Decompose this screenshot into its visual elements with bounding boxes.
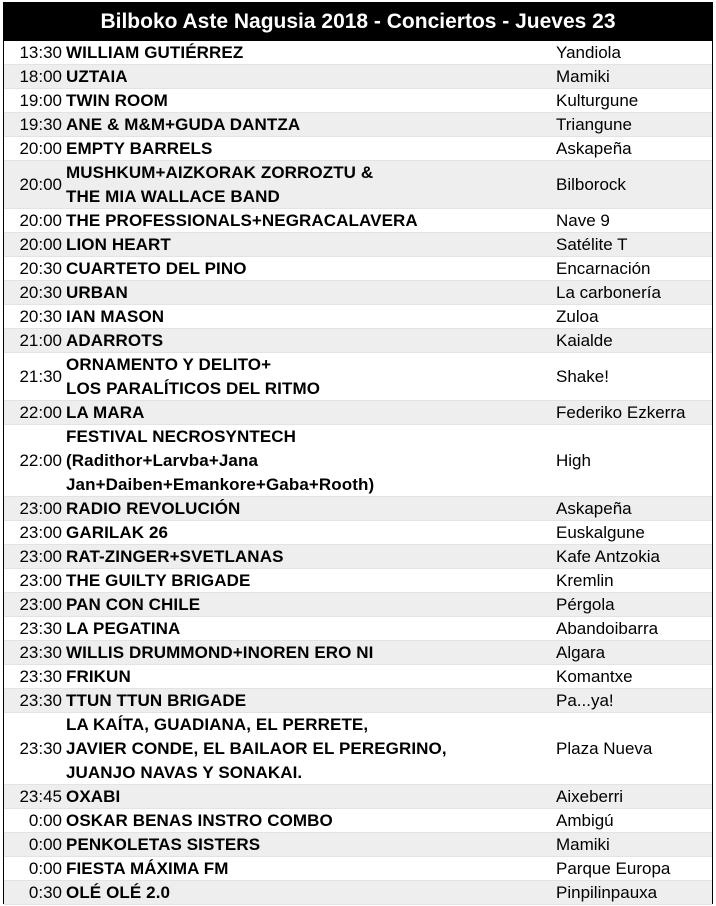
concert-time: 23:30 bbox=[19, 618, 62, 638]
artist-line: Jan+Daiben+Emankore+Gaba+Rooth) bbox=[66, 474, 375, 494]
artist-line: TTUN TTUN BRIGADE bbox=[66, 690, 247, 710]
concert-venue: Kaialde bbox=[556, 330, 613, 350]
schedule-row bbox=[4, 857, 712, 881]
artist-line: TWIN ROOM bbox=[66, 90, 168, 110]
concert-time: 20:30 bbox=[19, 258, 62, 278]
concert-time: 23:30 bbox=[19, 666, 62, 686]
concert-artist bbox=[62, 857, 556, 881]
schedule-row bbox=[4, 497, 712, 521]
concert-artist bbox=[62, 353, 556, 401]
artist-line: PENKOLETAS SISTERS bbox=[66, 834, 261, 854]
artist-line: THE MIA WALLACE BAND bbox=[66, 186, 280, 206]
schedule-row bbox=[4, 425, 712, 497]
concert-artist bbox=[62, 569, 556, 593]
concert-time: 23:00 bbox=[19, 594, 62, 614]
concert-time: 23:00 bbox=[19, 546, 62, 566]
concert-artist bbox=[62, 161, 556, 209]
schedule-row bbox=[4, 833, 712, 857]
concert-time: 20:00 bbox=[19, 174, 62, 194]
concert-time: 20:00 bbox=[19, 138, 62, 158]
concert-time: 19:00 bbox=[19, 90, 62, 110]
schedule-row bbox=[4, 233, 712, 257]
concert-venue: Pa...ya! bbox=[556, 690, 614, 710]
artist-line: WILLIAM GUTIÉRREZ bbox=[66, 42, 244, 62]
schedule-row bbox=[4, 569, 712, 593]
concert-time: 0:30 bbox=[28, 882, 62, 902]
concert-artist bbox=[62, 281, 556, 305]
concert-venue: Kremlin bbox=[556, 570, 614, 590]
concert-artist bbox=[62, 785, 556, 809]
schedule-row bbox=[4, 521, 712, 545]
artist-line: THE GUILTY BRIGADE bbox=[66, 570, 251, 590]
concert-venue: Komantxe bbox=[556, 666, 633, 686]
schedule-row bbox=[4, 689, 712, 713]
concert-time: 22:00 bbox=[19, 402, 62, 422]
artist-line: LA PEGATINA bbox=[66, 618, 181, 638]
schedule-row bbox=[4, 305, 712, 329]
concert-venue: Bilborock bbox=[556, 174, 626, 194]
concert-venue: Kafe Antzokia bbox=[556, 546, 660, 566]
schedule-title: Bilboko Aste Nagusia 2018 - Conciertos - Jueves 23 bbox=[4, 3, 712, 41]
concert-artist bbox=[62, 41, 556, 65]
concert-artist bbox=[62, 521, 556, 545]
concert-artist bbox=[62, 665, 556, 689]
concert-artist bbox=[62, 809, 556, 833]
concert-time: 21:00 bbox=[19, 330, 62, 350]
schedule-row bbox=[4, 665, 712, 689]
schedule-row bbox=[4, 41, 712, 65]
concert-artist bbox=[62, 689, 556, 713]
schedule-row bbox=[4, 209, 712, 233]
artist-line: FESTIVAL NECROSYNTECH bbox=[66, 426, 297, 446]
schedule-row bbox=[4, 281, 712, 305]
concert-venue: Mamiki bbox=[556, 66, 610, 86]
schedule-row bbox=[4, 257, 712, 281]
schedule-row bbox=[4, 617, 712, 641]
concert-time: 22:00 bbox=[19, 450, 62, 470]
concert-time: 20:30 bbox=[19, 306, 62, 326]
concert-time: 23:00 bbox=[19, 570, 62, 590]
concert-artist bbox=[62, 113, 556, 137]
schedule-row bbox=[4, 65, 712, 89]
concert-venue: Askapeña bbox=[556, 498, 632, 518]
concert-venue: Yandiola bbox=[556, 42, 621, 62]
concert-venue: Triangune bbox=[556, 114, 632, 134]
schedule-row bbox=[4, 353, 712, 401]
concert-time: 23:30 bbox=[19, 642, 62, 662]
artist-line: ADARROTS bbox=[66, 330, 164, 350]
artist-line: UZTAIA bbox=[66, 66, 128, 86]
artist-line: MUSHKUM+AIZKORAK ZORROZTU & bbox=[66, 162, 374, 182]
concert-artist bbox=[62, 881, 556, 905]
schedule-row bbox=[4, 881, 712, 905]
concert-venue: Algara bbox=[556, 642, 606, 662]
concert-venue: Satélite T bbox=[556, 234, 628, 254]
concert-time: 20:00 bbox=[19, 210, 62, 230]
artist-line: RAT-ZINGER+SVETLANAS bbox=[66, 546, 284, 566]
concert-venue: Kulturgune bbox=[556, 90, 639, 110]
artist-line: RADIO REVOLUCIÓN bbox=[66, 498, 241, 518]
concert-schedule bbox=[3, 2, 713, 904]
concert-artist bbox=[62, 329, 556, 353]
artist-line: OXABI bbox=[66, 786, 121, 806]
concert-venue: Abandoibarra bbox=[556, 618, 659, 638]
artist-line: OLÉ OLÉ 2.0 bbox=[66, 882, 171, 902]
concert-venue: Askapeña bbox=[556, 138, 632, 158]
concert-venue: Aixeberri bbox=[556, 786, 624, 806]
schedule-row bbox=[4, 641, 712, 665]
concert-artist bbox=[62, 593, 556, 617]
concert-venue: Zuloa bbox=[556, 306, 599, 326]
concert-venue: Federiko Ezkerra bbox=[556, 402, 686, 422]
concert-venue: Encarnación bbox=[556, 258, 651, 278]
concert-time: 23:45 bbox=[19, 786, 62, 806]
concert-venue: Shake! bbox=[556, 366, 609, 386]
artist-line: LION HEART bbox=[66, 234, 171, 254]
concert-venue: Parque Europa bbox=[556, 858, 671, 878]
concert-venue: Nave 9 bbox=[556, 210, 610, 230]
concert-artist bbox=[62, 305, 556, 329]
concert-artist bbox=[62, 137, 556, 161]
concert-artist bbox=[62, 713, 556, 785]
concert-artist bbox=[62, 89, 556, 113]
artist-line: ORNAMENTO Y DELITO+ bbox=[66, 354, 272, 374]
concert-venue: Mamiki bbox=[556, 834, 610, 854]
artist-line: URBAN bbox=[66, 282, 128, 302]
schedule-row bbox=[4, 713, 712, 785]
schedule-row bbox=[4, 113, 712, 137]
schedule-rows bbox=[4, 41, 712, 905]
concert-time: 20:00 bbox=[19, 234, 62, 254]
concert-venue: Euskalgune bbox=[556, 522, 645, 542]
concert-time: 19:30 bbox=[19, 114, 62, 134]
artist-line: CUARTETO DEL PINO bbox=[66, 258, 247, 278]
concert-time: 13:30 bbox=[19, 42, 62, 62]
artist-line: LA MARA bbox=[66, 402, 145, 422]
concert-artist bbox=[62, 209, 556, 233]
concert-artist bbox=[62, 257, 556, 281]
schedule-row bbox=[4, 401, 712, 425]
artist-line: ANE & M&M+GUDA DANTZA bbox=[66, 114, 301, 134]
artist-line: GARILAK 26 bbox=[66, 522, 169, 542]
concert-artist bbox=[62, 617, 556, 641]
concert-artist bbox=[62, 641, 556, 665]
concert-venue: Pérgola bbox=[556, 594, 615, 614]
concert-time: 0:00 bbox=[28, 858, 62, 878]
concert-artist bbox=[62, 65, 556, 89]
concert-time: 0:00 bbox=[28, 810, 62, 830]
artist-line: THE PROFESSIONALS+NEGRACALAVERA bbox=[66, 210, 418, 230]
artist-line: IAN MASON bbox=[66, 306, 165, 326]
artist-line: PAN CON CHILE bbox=[66, 594, 201, 614]
concert-artist bbox=[62, 545, 556, 569]
schedule-row bbox=[4, 137, 712, 161]
concert-venue: Pinpilinpauxa bbox=[556, 882, 658, 902]
schedule-row bbox=[4, 89, 712, 113]
schedule-row bbox=[4, 329, 712, 353]
concert-venue: La carbonería bbox=[556, 282, 661, 302]
concert-time: 23:00 bbox=[19, 498, 62, 518]
concert-time: 21:30 bbox=[19, 366, 62, 386]
artist-line: (Radithor+Larvba+Jana bbox=[66, 450, 258, 470]
artist-line: JAVIER CONDE, EL BAILAOR EL PEREGRINO, bbox=[66, 738, 447, 758]
concert-venue: Ambigú bbox=[556, 810, 614, 830]
concert-artist bbox=[62, 497, 556, 521]
concert-time: 23:30 bbox=[19, 738, 62, 758]
concert-venue: High bbox=[556, 450, 591, 470]
concert-time: 23:00 bbox=[19, 522, 62, 542]
artist-line: LA KAÍTA, GUADIANA, EL PERRETE, bbox=[66, 714, 369, 734]
concert-time: 18:00 bbox=[19, 66, 62, 86]
artist-line: FIESTA MÁXIMA FM bbox=[66, 858, 229, 878]
artist-line: WILLIS DRUMMOND+INOREN ERO NI bbox=[66, 642, 374, 662]
concert-time: 0:00 bbox=[28, 834, 62, 854]
artist-line: LOS PARALÍTICOS DEL RITMO bbox=[66, 378, 321, 398]
schedule-row bbox=[4, 785, 712, 809]
schedule-row bbox=[4, 809, 712, 833]
artist-line: EMPTY BARRELS bbox=[66, 138, 213, 158]
concert-artist bbox=[62, 833, 556, 857]
concert-time: 20:30 bbox=[19, 282, 62, 302]
concert-venue: Plaza Nueva bbox=[556, 738, 653, 758]
schedule-row bbox=[4, 545, 712, 569]
concert-artist bbox=[62, 425, 556, 497]
schedule-row bbox=[4, 593, 712, 617]
artist-line: OSKAR BENAS INSTRO COMBO bbox=[66, 810, 333, 830]
concert-artist bbox=[62, 401, 556, 425]
artist-line: JUANJO NAVAS Y SONAKAI. bbox=[66, 762, 303, 782]
artist-line: FRIKUN bbox=[66, 666, 131, 686]
concert-artist bbox=[62, 233, 556, 257]
schedule-row bbox=[4, 161, 712, 209]
concert-time: 23:30 bbox=[19, 690, 62, 710]
